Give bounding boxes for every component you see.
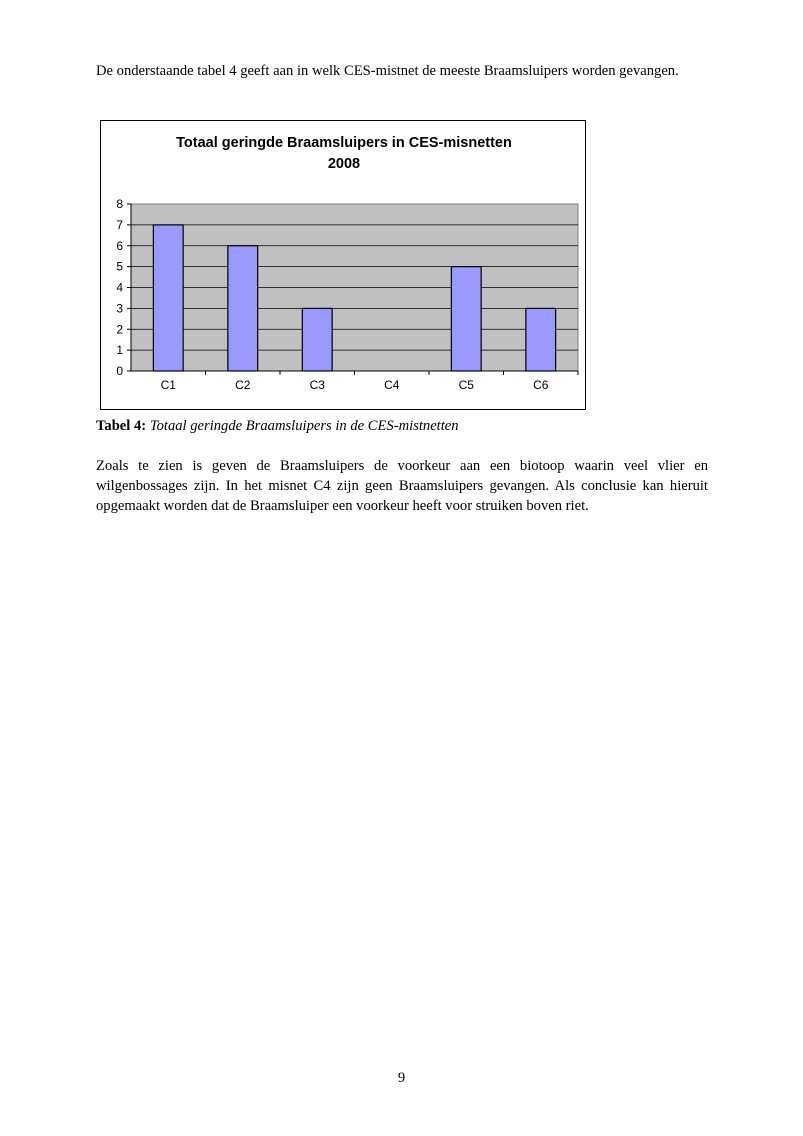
x-tick-label: C6 bbox=[533, 378, 549, 392]
y-tick-label: 0 bbox=[116, 364, 123, 378]
x-tick-label: C4 bbox=[384, 378, 400, 392]
y-tick-label: 5 bbox=[116, 259, 123, 274]
bar-c2 bbox=[228, 246, 258, 371]
table-caption bbox=[96, 418, 459, 435]
page-number: 9 bbox=[397, 1070, 406, 1086]
bar-chart bbox=[100, 120, 586, 410]
caption-label: Tabel 4: bbox=[96, 418, 147, 434]
x-tick-label: C2 bbox=[235, 378, 251, 392]
bar-c3 bbox=[302, 308, 332, 371]
chart-title: Totaal geringde Braamsluipers in CES-misnetten bbox=[176, 135, 512, 151]
x-tick-label: C1 bbox=[160, 378, 176, 392]
y-tick-label: 8 bbox=[116, 197, 123, 211]
bar-c1 bbox=[153, 225, 183, 371]
bar-c6 bbox=[526, 308, 556, 371]
y-tick-label: 7 bbox=[116, 217, 123, 232]
chart-subtitle: 2008 bbox=[327, 156, 361, 172]
y-tick-label: 1 bbox=[116, 343, 123, 358]
y-tick-label: 3 bbox=[116, 301, 123, 316]
caption-text: Totaal geringde Braamsluipers in de CES-mistnetten bbox=[149, 418, 459, 434]
x-tick-label: C5 bbox=[458, 378, 474, 392]
y-tick-label: 4 bbox=[116, 280, 123, 295]
intro-paragraph: De onderstaande tabel 4 geeft aan in welk CES-mistnet de meeste Braamsluipers worden gevangen. bbox=[96, 63, 679, 79]
chart-plot bbox=[101, 121, 587, 411]
y-tick-label: 2 bbox=[116, 322, 123, 337]
y-tick-label: 6 bbox=[116, 238, 123, 253]
body-paragraph: Zoals te zien is geven de Braamsluipers de voorkeur aan een biotoop waarin veel vlier en wilgenbossages zijn. In het misnet C4 zijn geen Braamsluipers gevangen. Als conclusie kan hieruit opgemaakt worden dat de Braamsluiper een voorkeur heeft voor struiken boven riet. bbox=[96, 458, 708, 514]
x-tick-label: C3 bbox=[309, 378, 325, 392]
bar-c5 bbox=[451, 267, 481, 371]
